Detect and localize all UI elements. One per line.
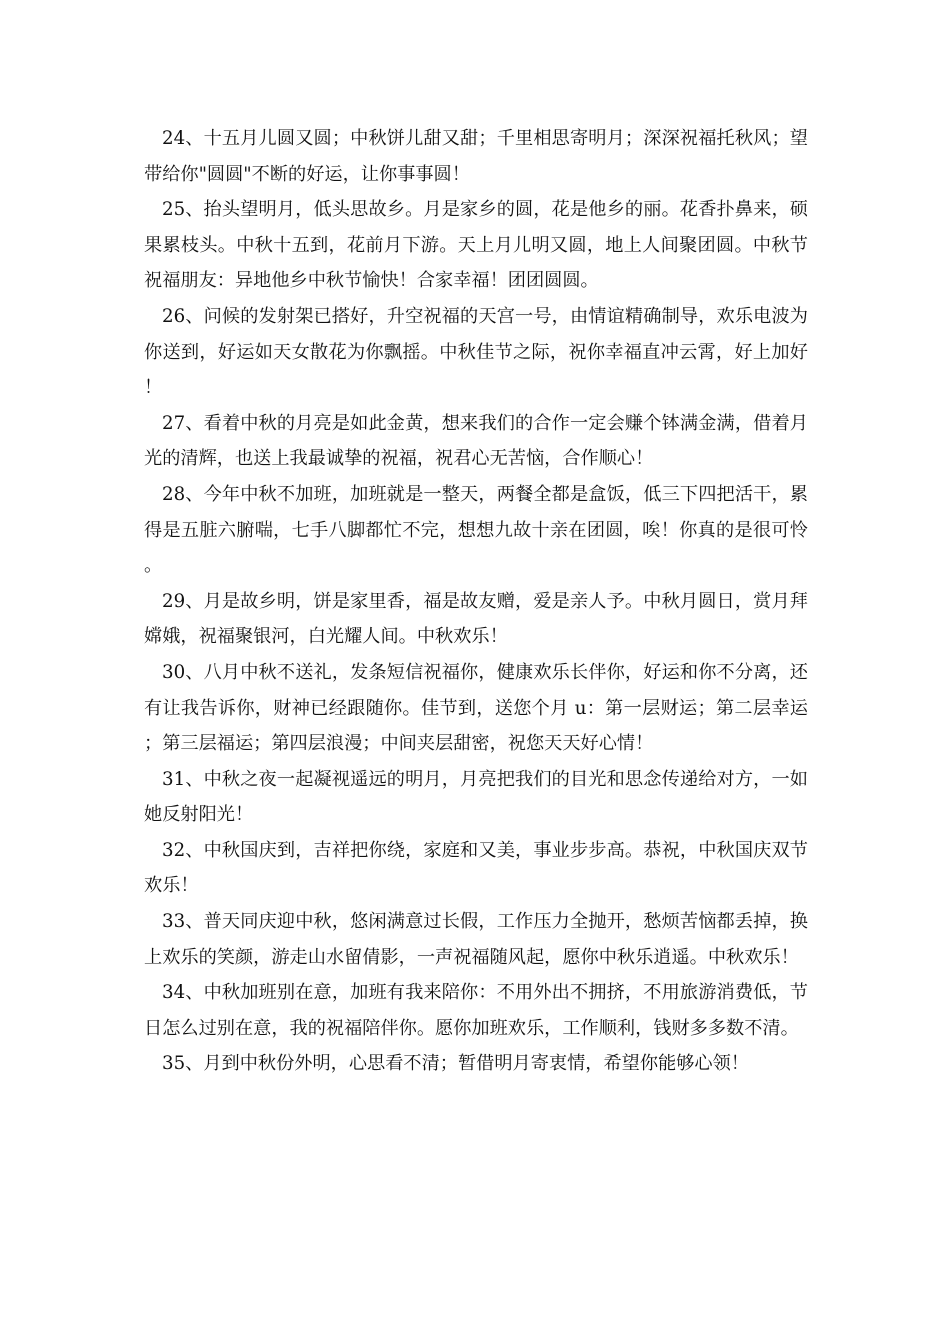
paragraph-29: 29、月是故乡明，饼是家里香，福是故友赠，爱是亲人予。中秋月圆日，赏月拜嫦娥，祝福聚银河，白光耀人间。中秋欢乐！	[144, 590, 808, 648]
paragraph-32: 32、中秋国庆到，吉祥把你绕，家庭和又美，事业步步高。恭祝，中秋国庆双节欢乐！	[144, 839, 808, 897]
paragraph-34: 34、中秋加班别在意，加班有我来陪你：不用外出不拥挤，不用旅游消费低，节日怎么过别在意，我的祝福陪伴你。愿你加班欢乐，工作顺利，钱财多多数不清。	[144, 982, 808, 1039]
paragraph-33: 33、普天同庆迎中秋，悠闲满意过长假，工作压力全抛开，愁烦苦恼都丢掉，换上欢乐的笑颜，游走山水留倩影，一声祝福随风起，愿你中秋乐逍遥。中秋欢乐！	[144, 911, 808, 968]
paragraph-27: 27、看着中秋的月亮是如此金黄，想来我们的合作一定会赚个钵满金满，借着月光的清辉，也送上我最诚挚的祝福，祝君心无苦恼，合作顺心！	[144, 412, 808, 470]
paragraph-31: 31、中秋之夜一起凝视遥远的明月，月亮把我们的目光和思念传递给对方，一如她反射阳光！	[144, 768, 808, 826]
paragraph-28: 28、今年中秋不加班，加班就是一整天，两餐全都是盒饭，低三下四把活干，累得是五脏六腑喘，七手八脚都忙不完，想想九故十亲在团圆，唉！你真的是很可怜。	[144, 483, 808, 577]
paragraph-25: 25、抬头望明月，低头思故乡。月是家乡的圆，花是他乡的丽。花香扑鼻来，硕果累枝头。中秋十五到，花前月下游。天上月儿明又圆，地上人间聚团圆。中秋节祝福朋友：异地他乡中秋节愉快！合家幸福！团团圆圆。	[144, 199, 808, 292]
paragraph-24: 24、十五月儿圆又圆；中秋饼儿甜又甜；千里相思寄明月；深深祝福托秋风；望带给你"圆圆"不断的好运，让你事事圆！	[144, 128, 808, 185]
document-body	[144, 121, 808, 1082]
paragraph-26: 26、问候的发射架已搭好，升空祝福的天宫一号，由情谊精确制导，欢乐电波为你送到，好运如天女散花为你飘摇。中秋佳节之际，祝你幸福直冲云霄，好上加好！	[144, 305, 808, 399]
paragraph-35: 35、月到中秋份外明，心思看不清；暂借明月寄衷情，希望你能够心领！	[162, 1053, 749, 1075]
paragraph-30: 30、八月中秋不送礼，发条短信祝福你，健康欢乐长伴你，好运和你不分离，还有让我告诉你，财神已经跟随你。佳节到，送您个月 u：第一层财运；第二层幸运；第三层福运；第四层浪漫；中间夹层甜密，祝您天天好心情！	[144, 661, 808, 755]
